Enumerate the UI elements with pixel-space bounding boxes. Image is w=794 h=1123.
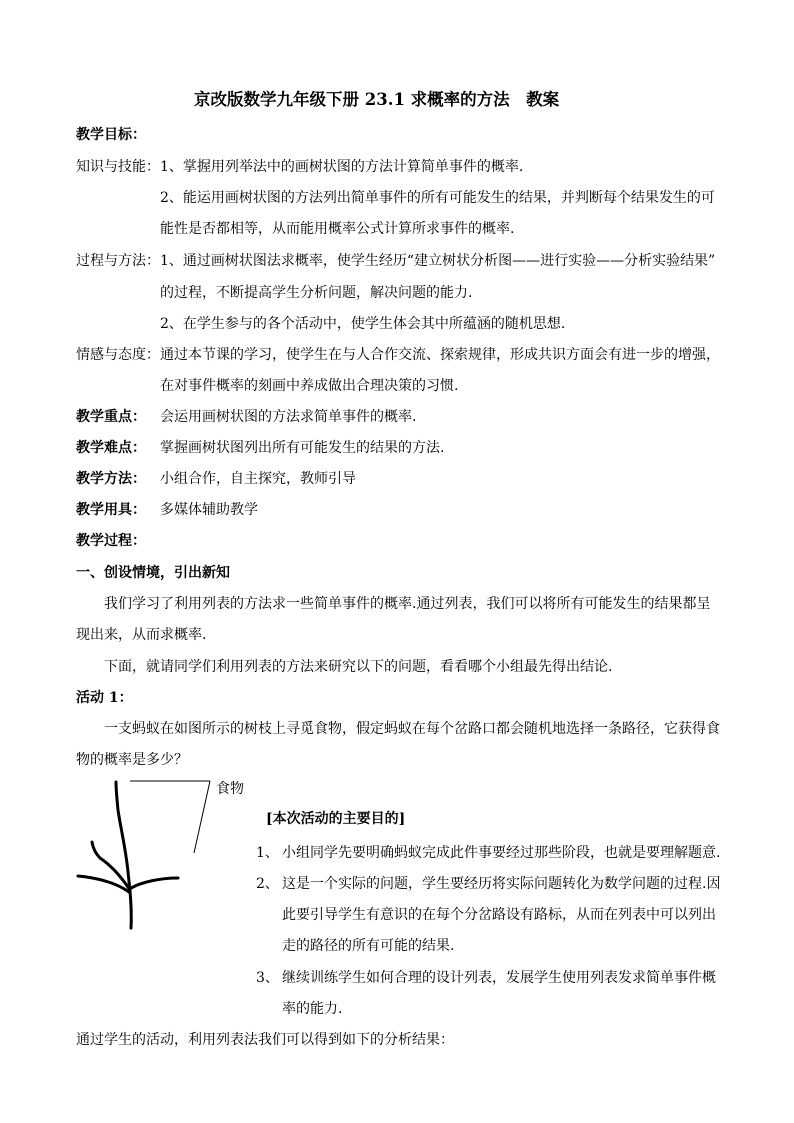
section-1-para-1-line-1: 我们学习了利用列表的方法求一些简单事件的概率.通过列表，我们可以将所有可能发生的结果都呈 xyxy=(104,596,711,612)
purpose-item-3-number: 3、 xyxy=(256,970,279,986)
process-item-1-line-2: 的过程，不断提高学生分析问题，解决问题的能力. xyxy=(160,285,473,301)
emotion-text-line-1: 通过本节课的学习，使学生在与人合作交流、探索规律，形成共识方面会有进一步的增强， xyxy=(160,347,720,363)
purpose-item-1: 小组同学先要明确蚂蚁完成此件事要经过那些阶段，也就是要理解题意. xyxy=(282,845,721,861)
key-point-text: 会运用画树状图的方法求简单事件的概率. xyxy=(160,409,417,425)
purpose-heading: [本次活动的主要目的] xyxy=(266,811,406,827)
emotion-text-line-2: 在对事件概率的刻画中养成做出合理决策的习惯. xyxy=(160,378,459,394)
process-heading: 教学过程： xyxy=(76,533,146,549)
analysis-intro: 通过学生的活动，利用列表法我们可以得到如下的分析结果： xyxy=(76,1032,454,1048)
purpose-item-3-line-2: 率的能力. xyxy=(282,1001,343,1017)
key-point-label: 教学重点： xyxy=(76,409,146,425)
activity-1-question-line-2: 物的概率是多少？ xyxy=(76,752,188,768)
purpose-item-2-line-1: 这是一个实际的问题，学生要经历将实际问题转化为数学问题的过程.因 xyxy=(282,876,721,892)
purpose-item-2-line-2: 此要引导学生有意识的在每个分岔路设有路标，从而在列表中可以列出 xyxy=(282,907,716,923)
tools-label: 教学用具： xyxy=(76,502,146,518)
emotion-label: 情感与态度： xyxy=(76,347,160,363)
process-item-1-line-1: 1、通过画树状图法求概率，使学生经历“建立树状分析图——进行实验——分析实验结果” xyxy=(160,253,716,269)
ant-tree-figure xyxy=(70,776,220,936)
method-label: 教学方法： xyxy=(76,471,146,487)
process-label: 过程与方法： xyxy=(76,253,160,269)
difficulty-text: 掌握画树状图列出所有可能发生的结果的方法. xyxy=(160,440,445,456)
purpose-item-2-line-3: 走的路径的所有可能的结果. xyxy=(282,938,455,954)
knowledge-label: 知识与技能： xyxy=(76,159,160,175)
method-text: 小组合作，自主探究，教师引导 xyxy=(160,471,356,487)
section-1-heading: 一、创设情境，引出新知 xyxy=(76,565,230,581)
purpose-item-2-number: 2、 xyxy=(256,876,279,892)
knowledge-item-2-line-1: 2、能运用画树状图的方法列出简单事件的所有可能发生的结果，并判断每个结果发生的可 xyxy=(160,190,715,206)
activity-1-question-line-1: 一支蚂蚁在如图所示的树枝上寻觅食物，假定蚂蚁在每个岔路口都会随机地选择一条路径，它获得食 xyxy=(104,721,720,737)
purpose-item-1-number: 1、 xyxy=(256,845,279,861)
process-item-2: 2、在学生参与的各个活动中，使学生体会其中所蕴涵的随机思想. xyxy=(160,316,566,332)
knowledge-item-2-line-2: 能性是否都相等，从而能用概率公式计算所求事件的概率. xyxy=(160,221,515,237)
knowledge-item-1: 1、掌握用列举法中的画树状图的方法计算简单事件的概率. xyxy=(160,159,524,175)
page-title: 京改版数学九年级下册 23.1 求概率的方法 教案 xyxy=(194,90,560,109)
purpose-item-3-line-1: 继续训练学生如何合理的设计列表，发展学生使用列表发求简单事件概 xyxy=(282,970,716,986)
activity-1-heading: 活动 1： xyxy=(76,690,133,706)
section-1-para-1-line-2: 现出来，从而求概率. xyxy=(76,627,207,643)
section-1-para-2: 下面，就请同学们利用列表的方法来研究以下的问题，看看哪个小组最先得出结论. xyxy=(104,659,613,675)
tools-text: 多媒体辅助教学 xyxy=(160,502,258,518)
difficulty-label: 教学难点： xyxy=(76,440,146,456)
goals-heading: 教学目标： xyxy=(76,127,146,143)
food-label: 食物 xyxy=(216,781,244,797)
